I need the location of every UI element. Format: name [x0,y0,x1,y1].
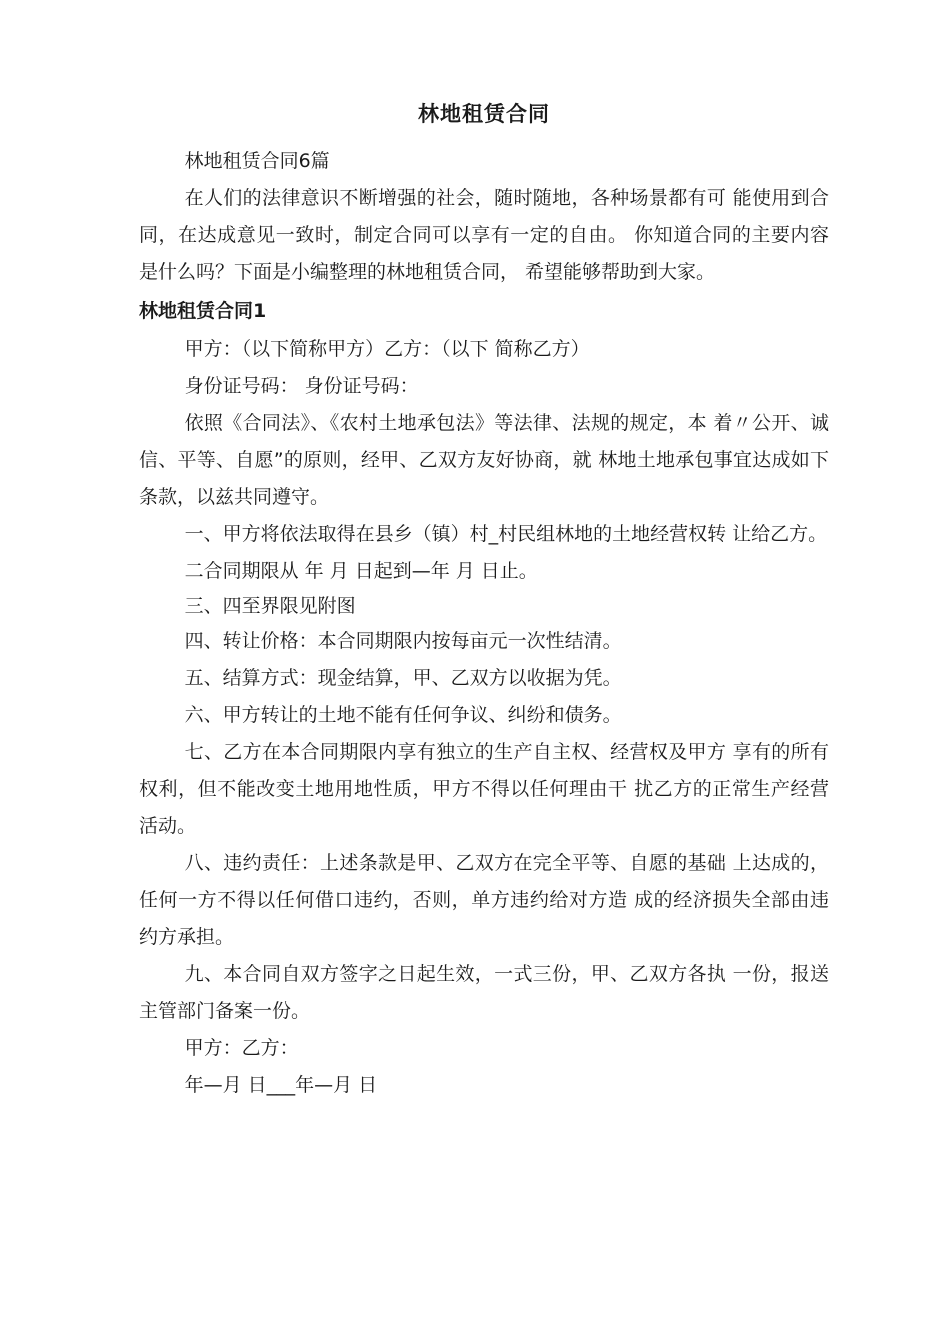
clause-8: 八、违约责任：上述条款是甲、乙双方在完全平等、自愿的基础 上达成的，任何一方不得以任何借口违约，否则，单方违约给对方造 成的经济损失全部由违约方承担。 [139,852,829,948]
clause-3: 三、四至界限见附图 [184,595,356,617]
document-page [139,96,829,1104]
signature-parties: 甲方：乙方： [184,1037,299,1059]
preamble-paragraph: 依照《合同法》、《农村土地承包法》等法律、法规的规定，本 着〃公开、诚信、平等、自愿”的原则，经甲、乙双方友好协商，就 林地土地承包事宜达成如下条款，以兹共同遵守。 [139,412,829,508]
clause-9: 九、本合同自双方签字之日起生效，一式三份，甲、乙双方各执 一份，报送主管部门备案一份。 [139,963,829,1022]
document-subtitle: 林地租赁合同6篇 [184,150,330,172]
section-heading: 林地租赁合同1 [139,300,267,322]
party-line: 甲方：（以下简称甲方）乙方：（以下 简称乙方） [184,338,590,360]
clause-7: 七、乙方在本合同期限内享有独立的生产自主权、经营权及甲方 享有的所有权利，但不能改变土地用地性质，甲方不得以任何理由干 扰乙方的正常生产经营活动。 [139,741,829,837]
document-title: 林地租赁合同 [418,102,550,126]
clause-2: 二合同期限从 年 月 日起到—年 月 日止。 [184,560,538,582]
signature-dates: 年—月 日___年—月 日 [184,1074,378,1096]
intro-paragraph: 在人们的法律意识不断增强的社会，随时随地，各种场景都有可 能使用到合同，在达成意见一致时，制定合同可以享有一定的自由。 你知道合同的主要内容是什么吗？下面是小编整理的林地租赁合同， 希望能够帮助到大家。 [139,187,829,283]
clause-5: 五、结算方式：现金结算，甲、乙双方以收据为凭。 [184,667,622,689]
clause-6: 六、甲方转让的土地不能有任何争议、纠纷和债务。 [184,704,622,726]
clause-4: 四、转让价格：本合同期限内按每亩元一次性结清。 [184,630,622,652]
id-number-line: 身份证号码： 身份证号码： [184,375,419,397]
clause-1: 一、甲方将依法取得在县乡（镇）村_村民组林地的土地经营权转 让给乙方。 [184,523,828,545]
